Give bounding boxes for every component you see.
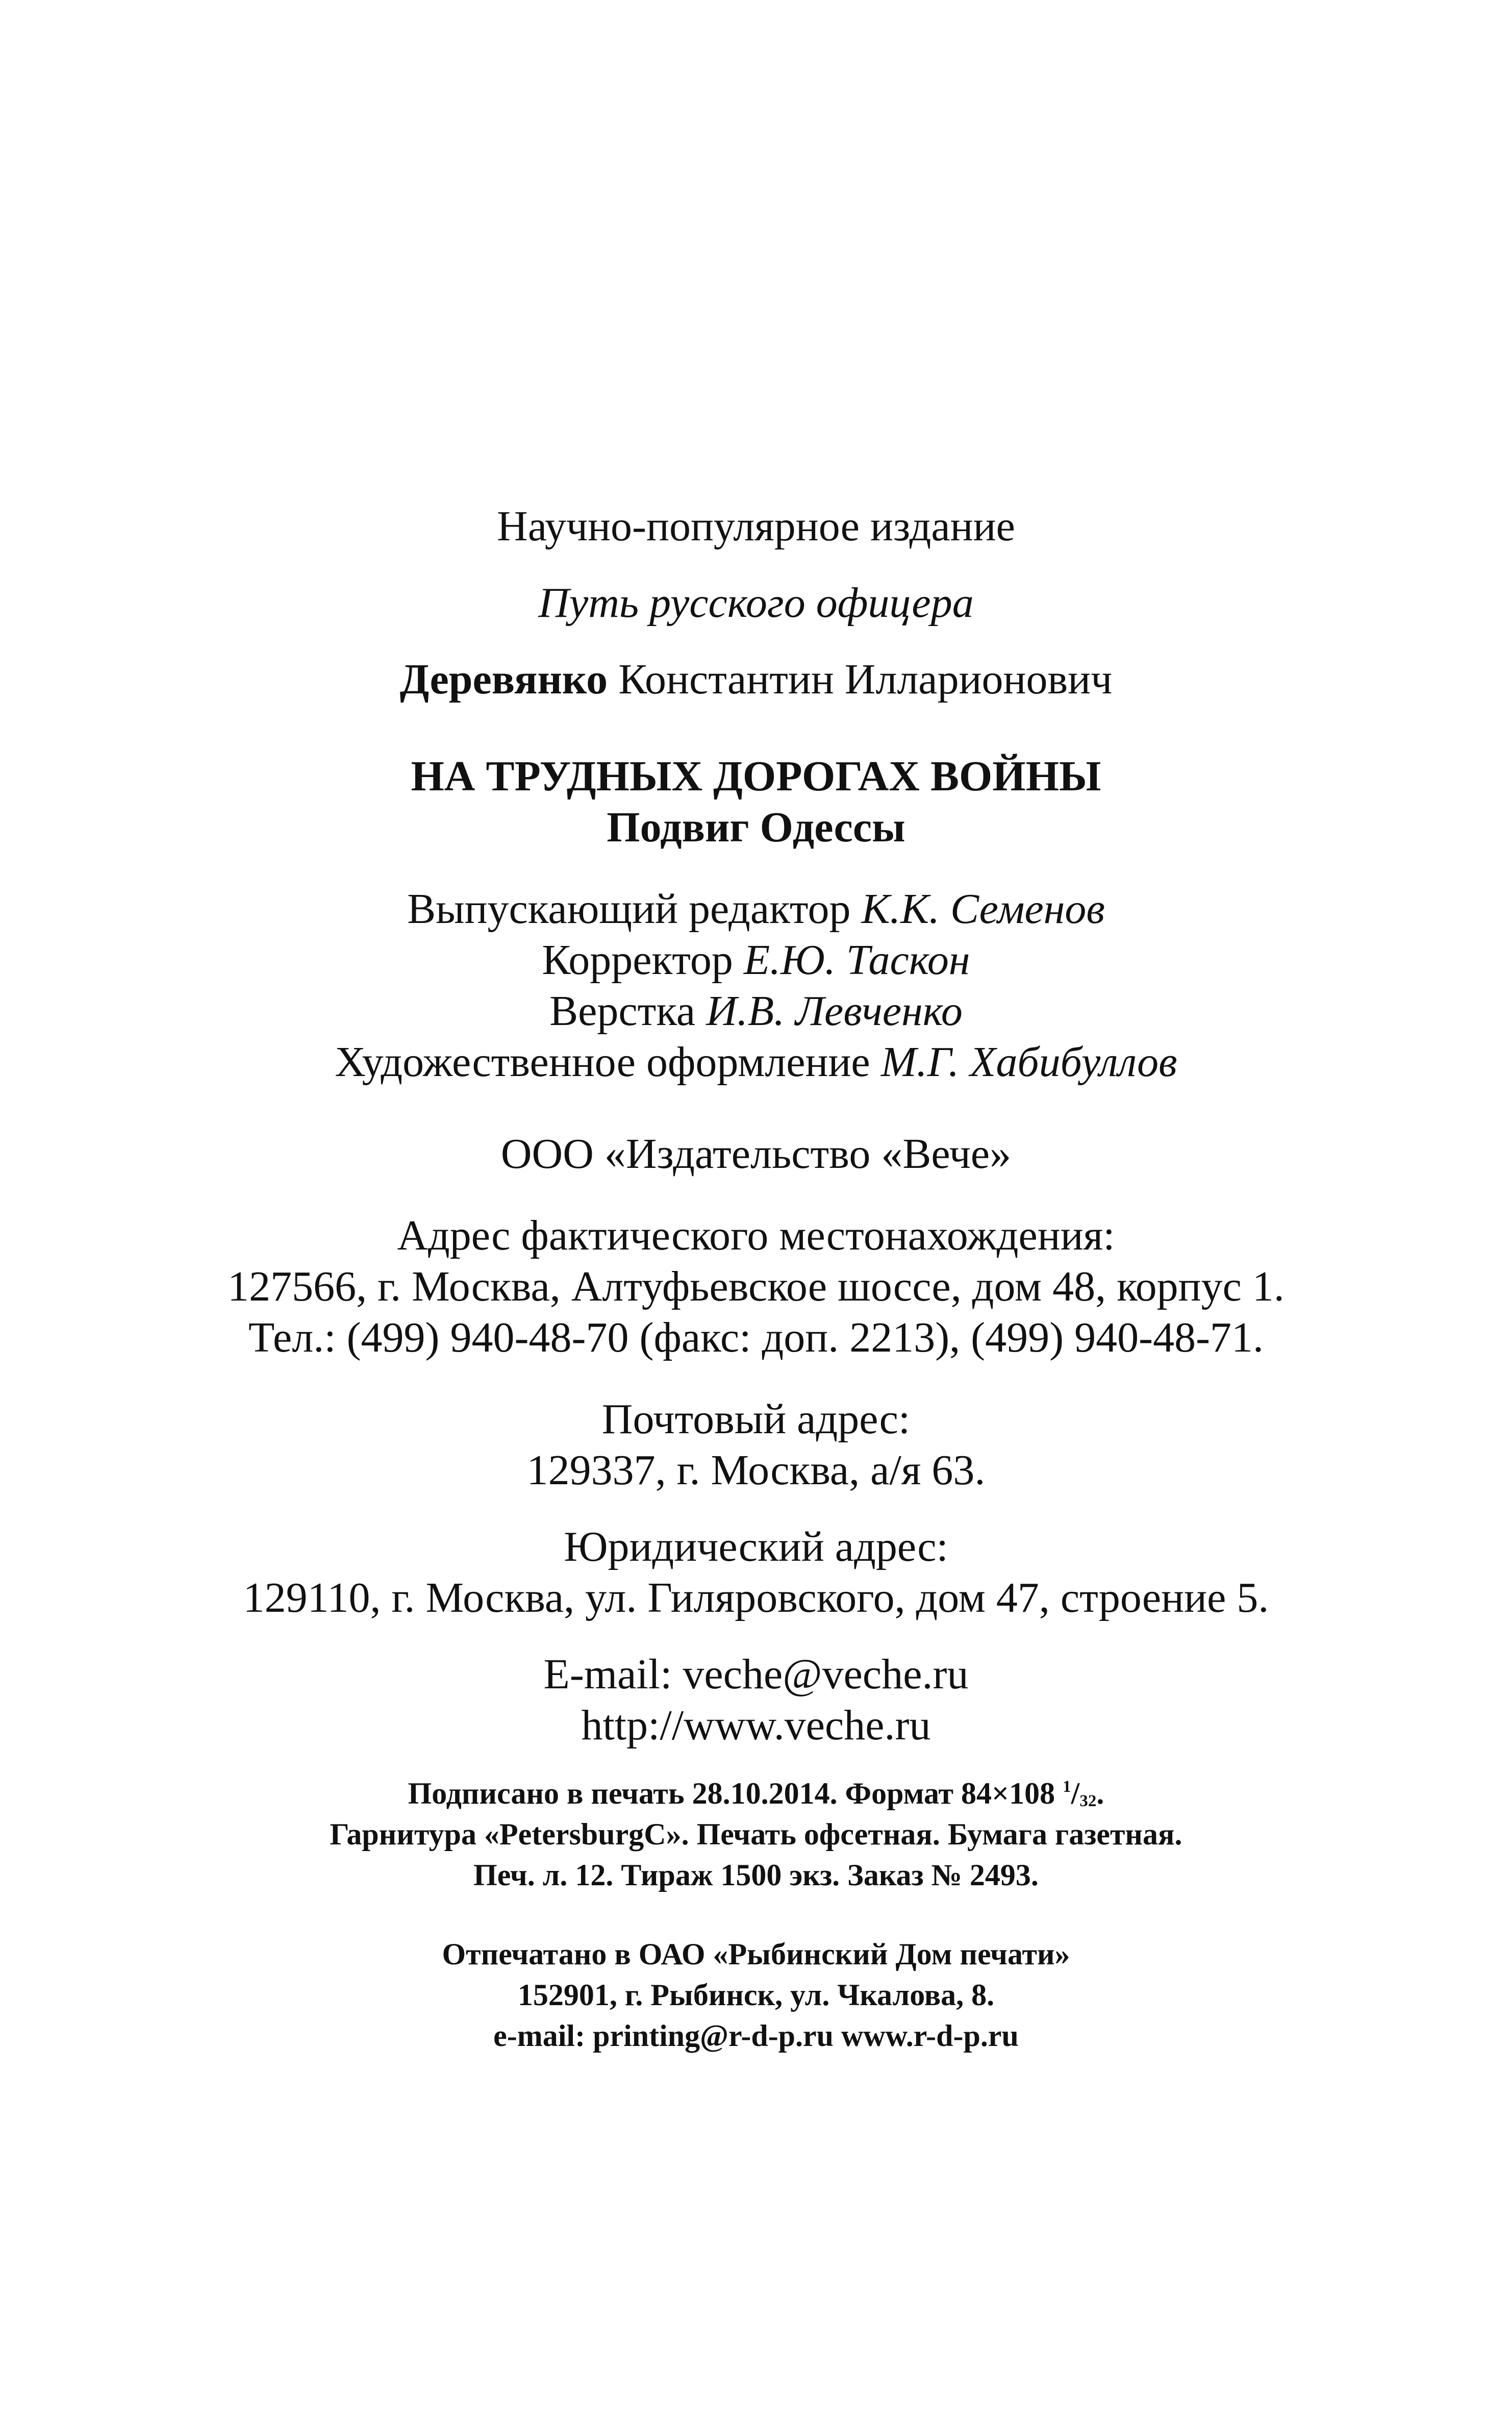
typeface-line: Гарнитура «PetersburgC». Печать офсетная. Бумага газетная. — [330, 1817, 1182, 1851]
actual-address-line: 127566, г. Москва, Алтуфьевское шоссе, дом 48, корпус 1. — [228, 1263, 1284, 1310]
printer-contacts: e-mail: printing@r-d-p.ru www.r-d-p.ru — [493, 2019, 1019, 2053]
credit-person: К.К. Семенов — [861, 885, 1105, 933]
credit-line — [0, 936, 1512, 984]
credit-line — [0, 1038, 1512, 1086]
genre-line: Научно-популярное издание — [497, 503, 1015, 550]
legal-address-line: 129110, г. Москва, ул. Гиляровского, дом 47, строение 5. — [243, 1574, 1269, 1621]
author-surname: Деревянко — [399, 656, 608, 703]
credit-person: И.В. Левченко — [706, 987, 963, 1035]
format-fraction-denominator: 32 — [1079, 1791, 1097, 1810]
credit-role: Художественное оформление — [335, 1038, 870, 1086]
author-line — [0, 658, 1512, 701]
book-title: НА ТРУДНЫХ ДОРОГАХ ВОЙНЫ — [411, 753, 1101, 800]
credit-line — [0, 987, 1512, 1035]
printer-address: 152901, г. Рыбинск, ул. Чкалова, 8. — [517, 1978, 995, 2012]
publisher-name: ООО «Издательство «Вече» — [500, 1130, 1012, 1178]
printer-name: Отпечатано в ОАО «Рыбинский Дом печати» — [442, 1937, 1070, 1971]
credit-role: Корректор — [542, 936, 733, 984]
book-subtitle: Подвиг Одессы — [607, 804, 905, 851]
postal-address-heading: Почтовый адрес: — [601, 1395, 911, 1443]
postal-address-line: 129337, г. Москва, а/я 63. — [526, 1446, 986, 1494]
print-info-end: . — [1096, 1777, 1104, 1810]
credit-person: М.Г. Хабибуллов — [880, 1038, 1177, 1086]
print-info-text: Подписано в печать 28.10.2014. Формат 84×108 — [408, 1777, 1063, 1810]
series-line: Путь русского офицера — [538, 579, 974, 627]
actual-address-heading: Адрес фактического местонахождения: — [397, 1212, 1115, 1259]
format-fraction-numerator: 1 — [1063, 1777, 1071, 1796]
credit-person: Е.Ю. Таскон — [743, 936, 970, 984]
print-info-line — [0, 1778, 1512, 1809]
format-fraction-slash: / — [1071, 1777, 1080, 1810]
credit-line — [0, 885, 1512, 933]
publisher-email: E-mail: veche@veche.ru — [543, 1651, 969, 1698]
print-run-line: Печ. л. 12. Тираж 1500 экз. Заказ № 2493. — [473, 1858, 1039, 1892]
credit-role: Верстка — [549, 987, 696, 1035]
publisher-website: http://www.veche.ru — [581, 1702, 931, 1749]
legal-address-heading: Юридический адрес: — [564, 1523, 948, 1570]
author-names: Константин Илларионович — [618, 656, 1113, 703]
phone-line: Тел.: (499) 940-48-70 (факс: доп. 2213), (499) 940-48-71. — [248, 1314, 1264, 1361]
credit-role: Выпускающий редактор — [407, 885, 851, 933]
